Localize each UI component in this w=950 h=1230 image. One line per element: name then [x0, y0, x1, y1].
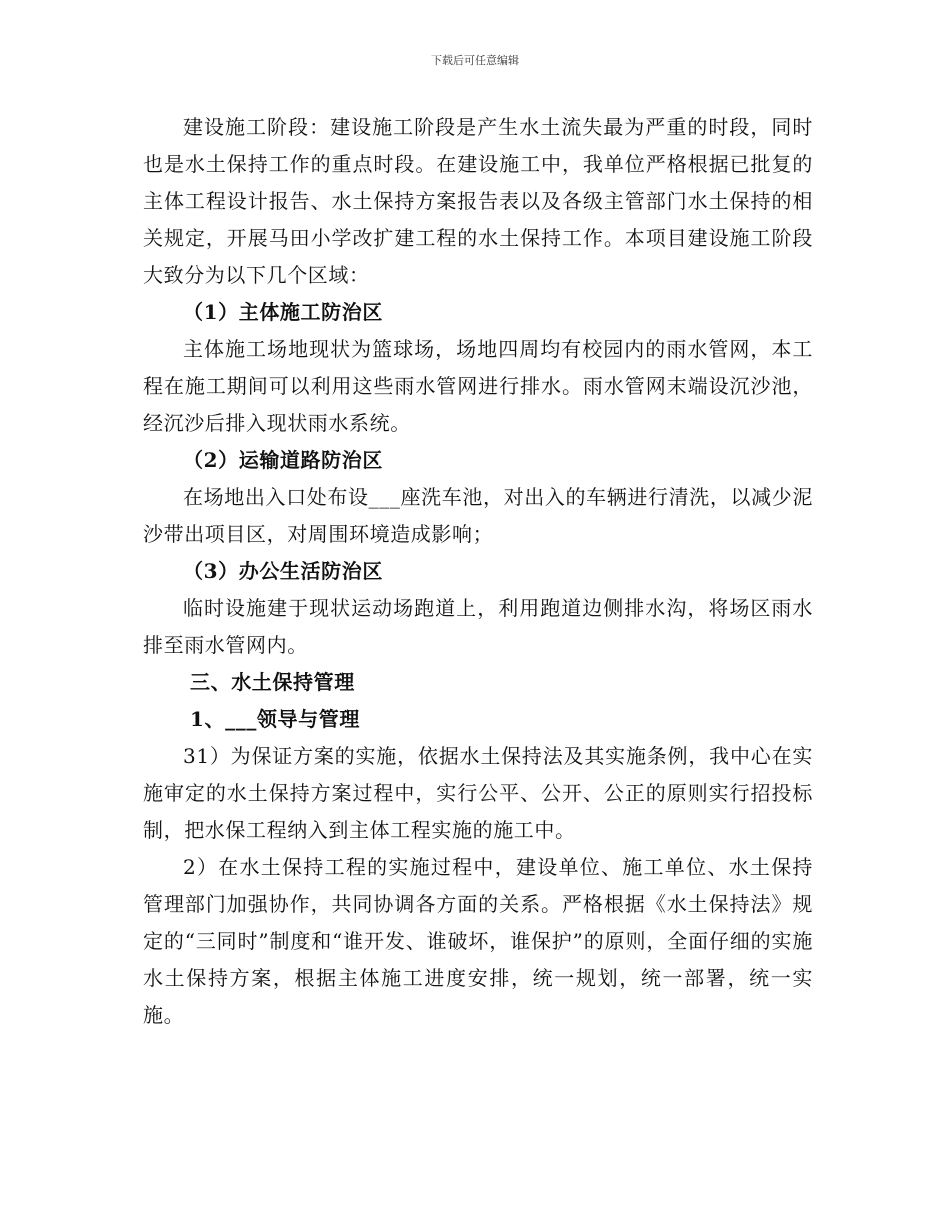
subsection-title-leadership-management: 1、___领导与管理	[190, 707, 360, 731]
heading-main-construction-zone: （1）主体施工防治区	[183, 300, 383, 324]
paragraph-office-living-zone: 临时设施建于现状运动场跑道上，利用跑道边侧排水沟，将场区雨水排至雨水管网内。	[143, 596, 813, 657]
heading-transport-road-zone: （2）运输道路防治区	[183, 448, 383, 472]
paragraph-main-construction-zone: 主体施工场地现状为篮球场，场地四周均有校园内的雨水管网，本工程在施工期间可以利用这些雨水管网进行排水。雨水管网末端设沉沙池，经沉沙后排入现状雨水系统。	[143, 337, 813, 435]
paragraph-construction-stage: 建设施工阶段：建设施工阶段是产生水土流失最为严重的时段，同时也是水土保持工作的重点时段。在建设施工中，我单位严格根据已批复的主体工程设计报告、水土保持方案报告表以及各级主管部门水土保持的相关规定，开展马田小学改扩建工程的水土保持工作。本项目建设施工阶段大致分为以下几个区域：	[143, 115, 813, 287]
section-title-soil-conservation-management: 三、水土保持管理	[190, 670, 355, 694]
heading-office-living-zone: （3）办公生活防治区	[183, 559, 383, 583]
paragraph-item-1: 31）为保证方案的实施，依据水土保持法及其实施条例，我中心在实施审定的水土保持方案过程中，实行公平、公开、公正的原则实行招投标制，把水保工程纳入到主体工程实施的施工中。	[143, 744, 813, 842]
paragraph-item-2: 2）在水土保持工程的实施过程中，建设单位、施工单位、水土保持管理部门加强协作，共同协调各方面的关系。严格根据《水土保持法》规定的“三同时”制度和“谁开发、谁破坏，谁保护”的原则，全面仔细的实施水土保持方案，根据主体施工进度安排，统一规划，统一部署，统一实施。	[143, 855, 813, 1027]
paragraph-transport-road-zone: 在场地出入口处布设___座洗车池，对出入的车辆进行清洗，以减少泥沙带出项目区，对周围环境造成影响；	[143, 485, 813, 546]
document-body	[143, 109, 813, 1034]
page-header: 下载后可任意编辑	[431, 54, 519, 67]
